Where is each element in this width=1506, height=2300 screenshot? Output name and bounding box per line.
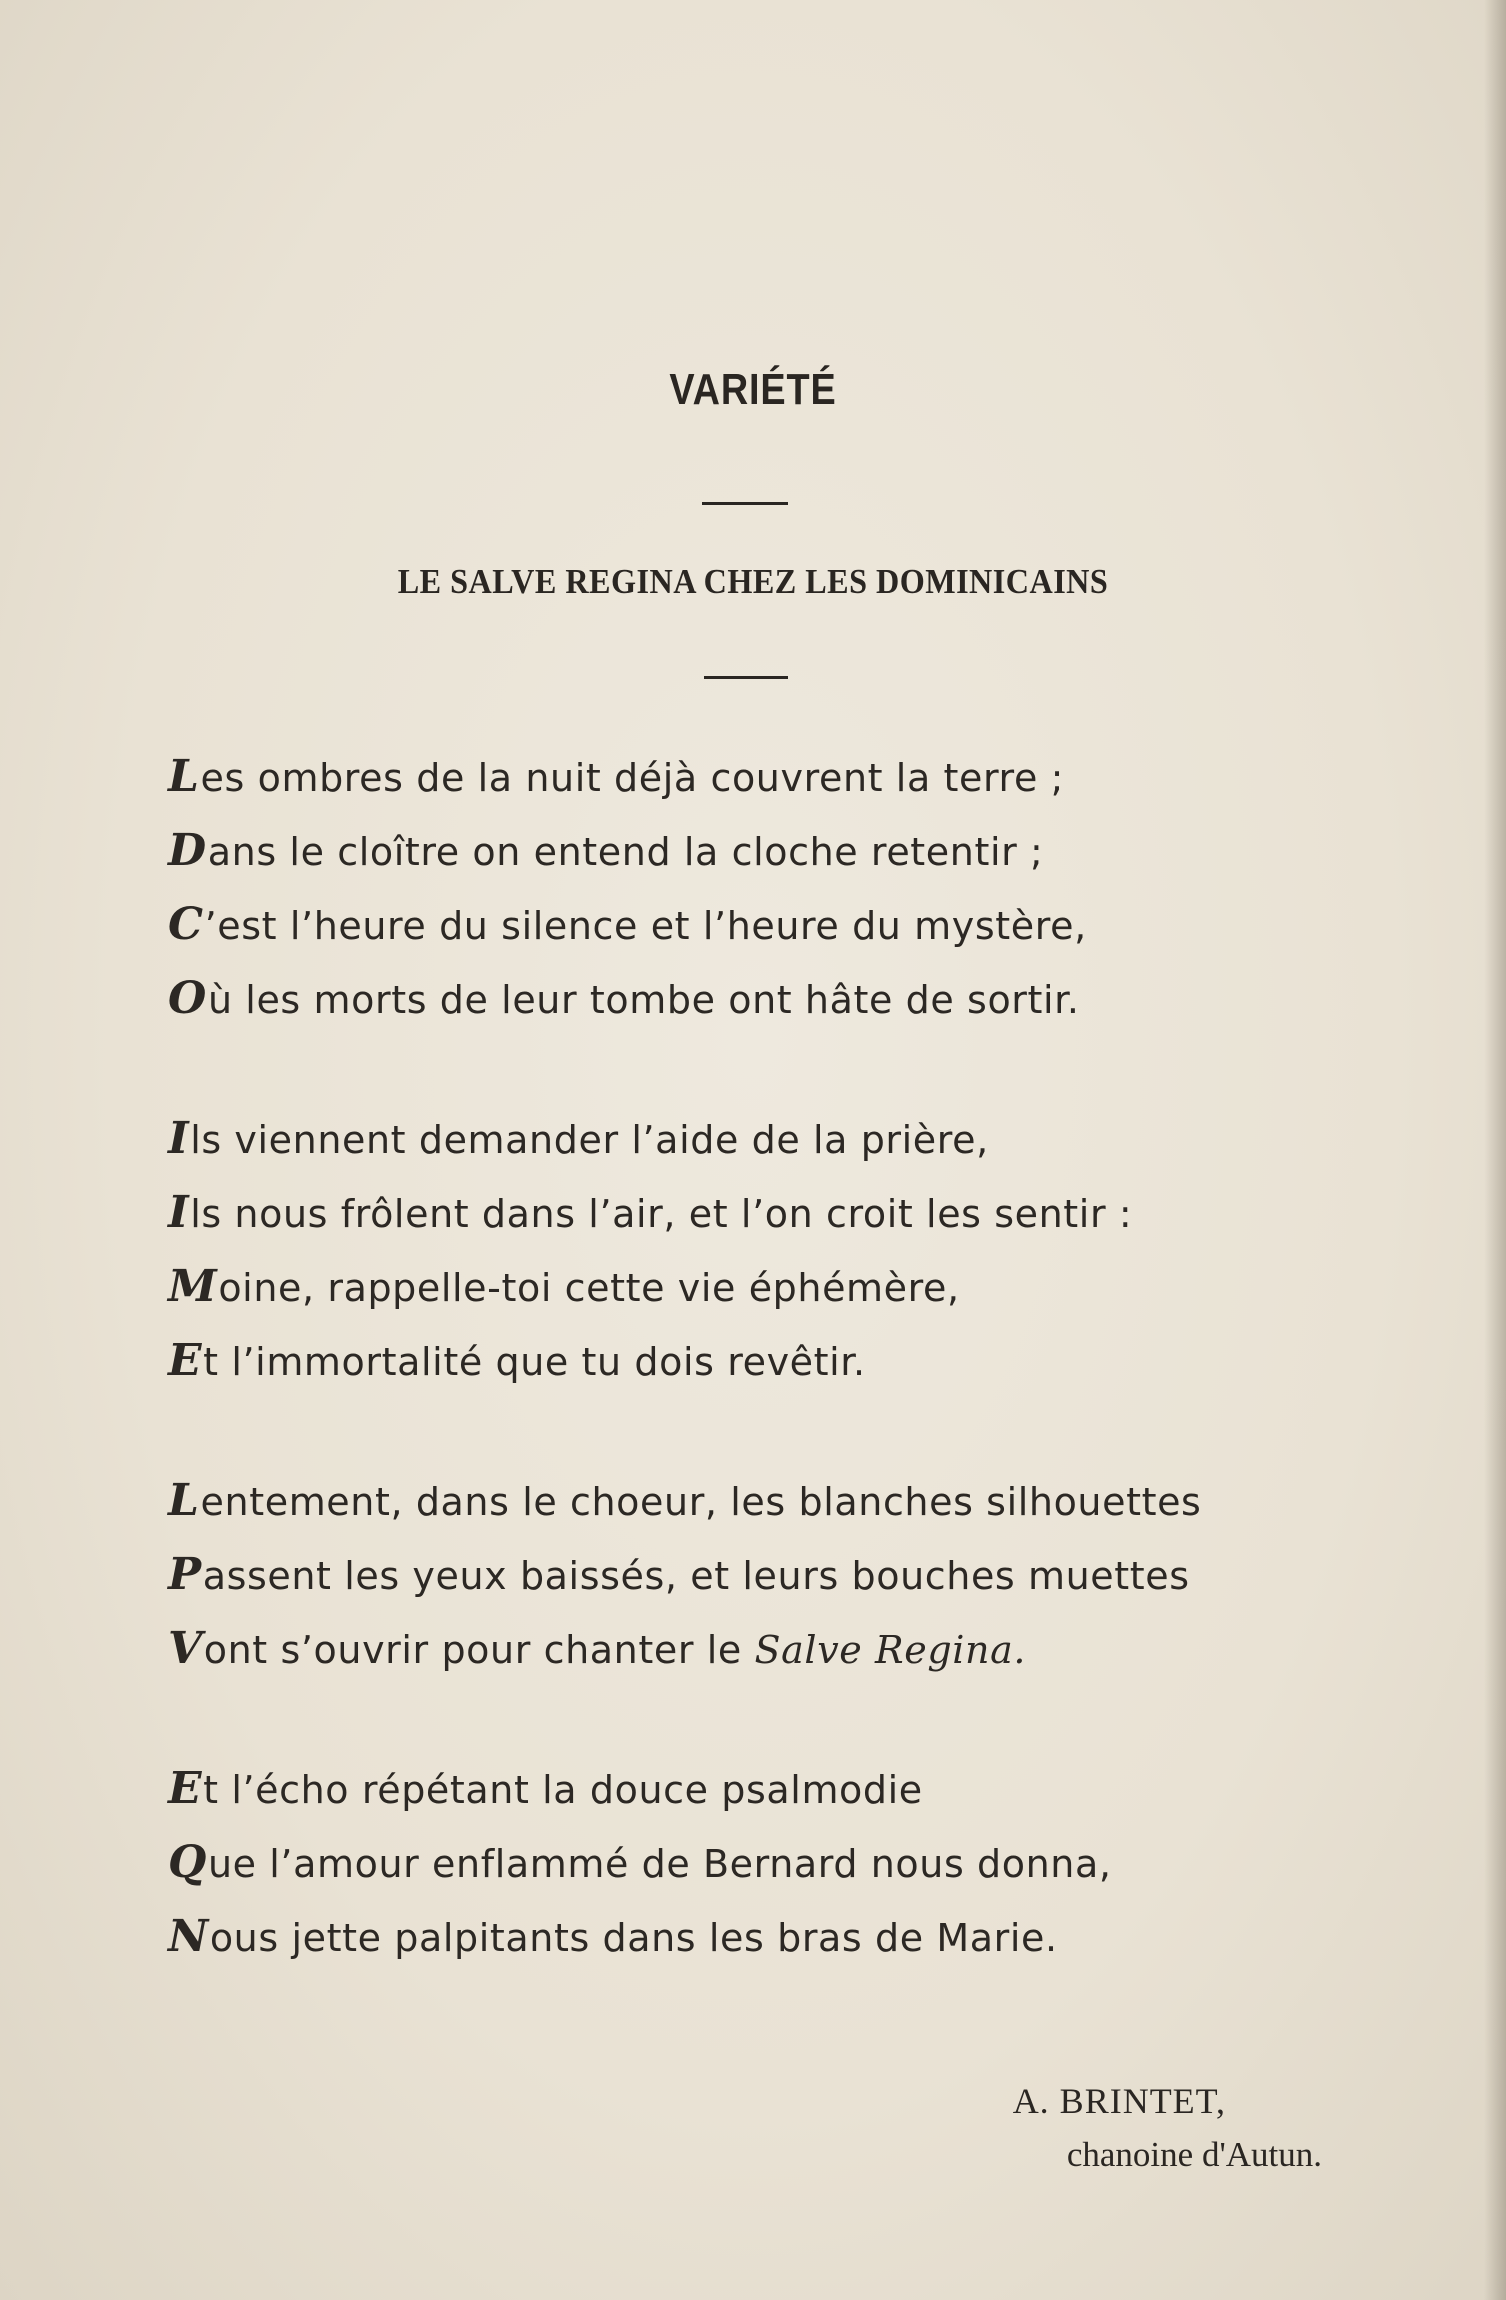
line-text: es ombres de la nuit déjà couvrent la terre ; bbox=[200, 756, 1065, 800]
poem-line bbox=[168, 1102, 1348, 1176]
title-rule bbox=[702, 502, 788, 505]
drop-cap: D bbox=[168, 825, 207, 876]
line-text: assent les yeux baissés, et leurs bouches muettes bbox=[202, 1554, 1190, 1598]
drop-cap: O bbox=[168, 973, 207, 1024]
line-text: ls viennent demander l’aide de la prière, bbox=[190, 1118, 989, 1162]
poem-line bbox=[168, 1752, 1348, 1826]
drop-cap: I bbox=[168, 1113, 190, 1164]
line-text: entement, dans le choeur, les blanches silhouettes bbox=[200, 1480, 1202, 1524]
line-text: t l’immortalité que tu dois revêtir. bbox=[203, 1340, 866, 1384]
line-text: ’est l’heure du silence et l’heure du mystère, bbox=[204, 904, 1087, 948]
drop-cap: I bbox=[168, 1187, 190, 1238]
page-subtitle: LE SALVE REGINA CHEZ LES DOMINICAINS bbox=[397, 562, 1109, 601]
line-text: t l’écho répétant la douce psalmodie bbox=[203, 1768, 923, 1812]
stanza-4 bbox=[168, 1752, 1348, 1974]
drop-cap: L bbox=[168, 1475, 200, 1526]
poem-line bbox=[168, 740, 1348, 814]
poem-line bbox=[168, 1176, 1348, 1250]
poem-line bbox=[168, 1826, 1348, 1900]
author-signature: A. BRINTET, bbox=[1012, 2081, 1226, 2121]
author-role: chanoine d'Autun. bbox=[1066, 2135, 1322, 2174]
drop-cap: L bbox=[168, 751, 200, 802]
line-text: ls nous frôlent dans l’air, et l’on croit les sentir : bbox=[190, 1192, 1133, 1236]
stanza-2 bbox=[168, 1102, 1348, 1398]
poem bbox=[168, 740, 1348, 2040]
page-title: VARIÉTÉ bbox=[669, 365, 837, 414]
drop-cap: M bbox=[168, 1261, 218, 1312]
drop-cap: C bbox=[168, 899, 204, 950]
poem-line bbox=[168, 888, 1348, 962]
stanza-3 bbox=[168, 1464, 1348, 1686]
line-text: ont s’ouvrir pour chanter le bbox=[203, 1628, 755, 1672]
drop-cap: E bbox=[168, 1763, 203, 1814]
subtitle-rule bbox=[704, 676, 788, 679]
line-text: oine, rappelle-toi cette vie éphémère, bbox=[218, 1266, 960, 1310]
drop-cap: N bbox=[168, 1911, 209, 1962]
poem-line bbox=[168, 1250, 1348, 1324]
line-italic-text: Salve Regina. bbox=[754, 1628, 1027, 1672]
poem-line bbox=[168, 814, 1348, 888]
stanza-1 bbox=[168, 740, 1348, 1036]
poem-line bbox=[168, 962, 1348, 1036]
line-text: ous jette palpitants dans les bras de Marie. bbox=[209, 1916, 1058, 1960]
line-text: ans le cloître on entend la cloche retentir ; bbox=[207, 830, 1044, 874]
drop-cap: P bbox=[168, 1549, 202, 1600]
poem-line bbox=[168, 1612, 1348, 1686]
poem-line bbox=[168, 1324, 1348, 1398]
page-edge-shadow bbox=[1484, 0, 1506, 2300]
drop-cap: E bbox=[168, 1335, 203, 1386]
drop-cap: V bbox=[168, 1623, 203, 1674]
line-text: ue l’amour enflammé de Bernard nous donna, bbox=[207, 1842, 1112, 1886]
line-text: ù les morts de leur tombe ont hâte de sortir. bbox=[207, 978, 1080, 1022]
poem-line bbox=[168, 1900, 1348, 1974]
drop-cap: Q bbox=[168, 1837, 207, 1888]
poem-line bbox=[168, 1538, 1348, 1612]
poem-line bbox=[168, 1464, 1348, 1538]
